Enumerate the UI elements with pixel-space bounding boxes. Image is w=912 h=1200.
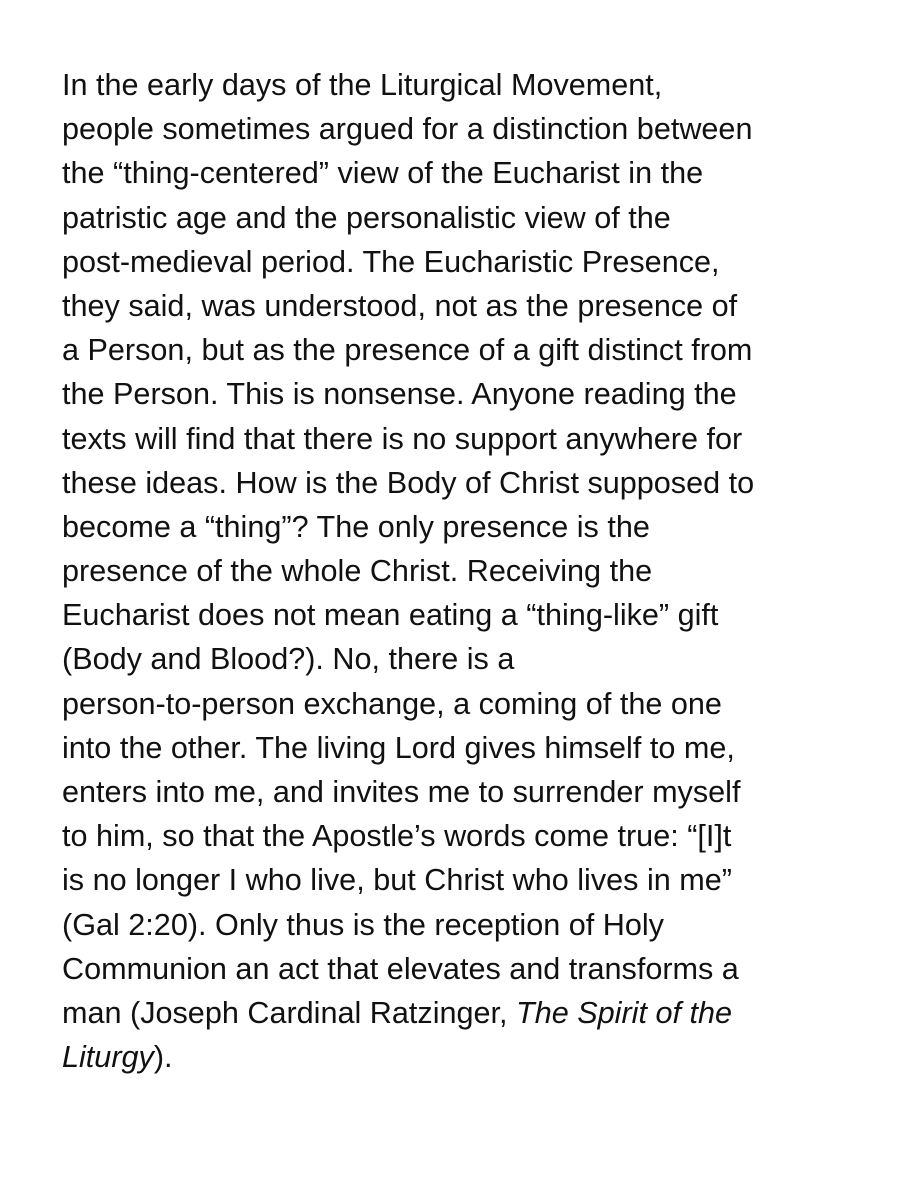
book-title-part1: The Spirit of the bbox=[516, 995, 733, 1030]
text-line: post-medieval period. The Eucharistic Presence, bbox=[62, 244, 720, 279]
text-line: these ideas. How is the Body of Christ supposed to bbox=[62, 465, 755, 500]
text-line: (Gal 2:20). Only thus is the reception of Holy bbox=[62, 907, 664, 942]
text-line: people sometimes argued for a distinction between bbox=[62, 112, 753, 147]
citation-line bbox=[62, 991, 902, 1035]
citation-line-end bbox=[62, 1035, 902, 1079]
text-line: patristic age and the personalistic view of the bbox=[62, 200, 671, 235]
text-line: enters into me, and invites me to surrender myself bbox=[62, 775, 741, 809]
text-line: presence of the whole Christ. Receiving the bbox=[62, 554, 653, 589]
text-line: the “thing-centered” view of the Eucharist in the bbox=[62, 156, 704, 191]
text-line: is no longer I who live, but Christ who lives in me” bbox=[62, 863, 732, 898]
text-line: become a “thing”? The only presence is the bbox=[62, 509, 650, 544]
text-line: (Body and Blood?). No, there is a bbox=[62, 642, 515, 677]
text-line: In the early days of the Liturgical Movement, bbox=[62, 68, 663, 102]
text-line: to him, so that the Apostle’s words come true: “[I]t bbox=[62, 819, 732, 854]
book-title-part2: Liturgy bbox=[62, 1040, 154, 1075]
text-line: they said, was understood, not as the presence of bbox=[62, 288, 738, 323]
text-line: a Person, but as the presence of a gift distinct from bbox=[62, 333, 753, 368]
text-line: into the other. The living Lord gives himself to me, bbox=[62, 730, 735, 765]
text-line: texts will find that there is no support anywhere for bbox=[62, 421, 743, 456]
text-line: person-to-person exchange, a coming of the one bbox=[62, 686, 722, 721]
citation-prefix: man (Joseph Cardinal Ratzinger, bbox=[62, 995, 517, 1030]
text-line: Eucharist does not mean eating a “thing-like” gift bbox=[62, 598, 719, 633]
citation-suffix: ). bbox=[153, 1040, 173, 1075]
text-line: the Person. This is nonsense. Anyone reading the bbox=[62, 377, 737, 412]
quote-paragraph bbox=[62, 63, 902, 1079]
text-line: Communion an act that elevates and transforms a bbox=[62, 951, 739, 986]
